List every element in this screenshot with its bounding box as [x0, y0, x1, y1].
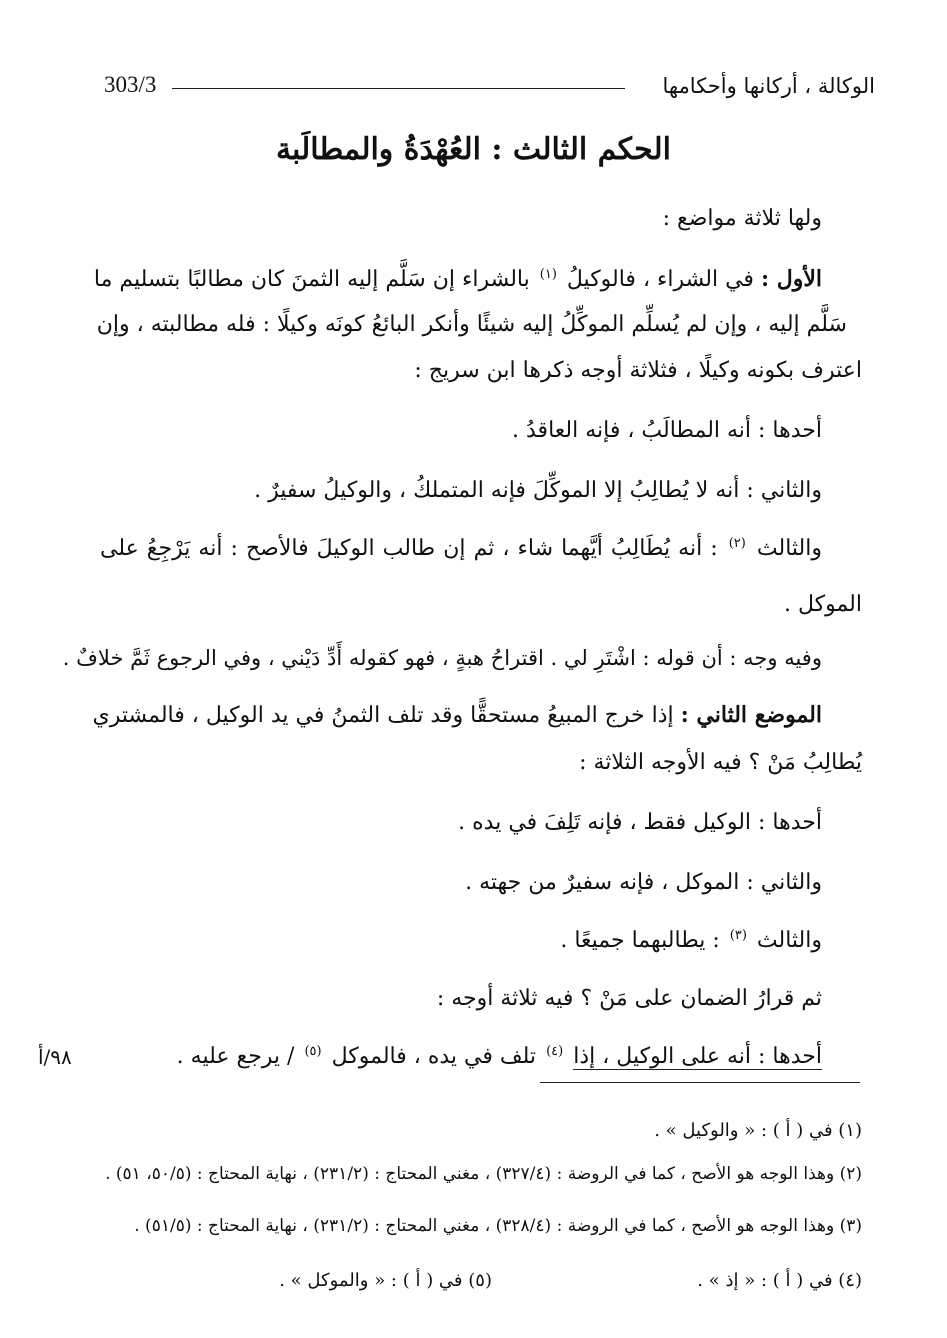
body-line: اعترف بكونه وكيلًا ، فثلاثة أوجه ذكرها ابن سريج : [414, 358, 862, 383]
footnote: (٤) في ( أ ) : « إذ » . [697, 1270, 862, 1291]
footnote: (٣) وهذا الوجه هو الأصح ، كما في الروضة : (٣٢٨/٤) ، مغني المحتاج : (٢٣١/٢) ، نهاية المحتاج : (٥١/٥) . [134, 1216, 862, 1236]
body-line: الموكل . [783, 592, 862, 617]
manuscript-folio-note: ٩٨/أ [38, 1045, 72, 1069]
body-line: أحدها : أنه المطالَبُ ، فإنه العاقدُ . [512, 418, 822, 443]
footnote-separator [540, 1082, 860, 1083]
page-number: 303/3 [104, 72, 157, 97]
body-line: الموضع الثاني : إذا خرج المبيعُ مستحقًّا وقد تلف الثمنُ في يد الوكيل ، فالمشتري [92, 702, 822, 728]
footnote: (١) في ( أ ) : « والوكيل » . [654, 1120, 862, 1141]
footnote-ref: (٥) [304, 1044, 322, 1059]
body-line: والثاني : أنه لا يُطالِبُ إلا الموكِّلَ فإنه المتملكُ ، والوكيلُ سفيرٌ . [254, 478, 822, 503]
body-line: أحدها : الوكيل فقط ، فإنه تَلِفَ في يده . [458, 810, 822, 835]
body-line: يُطالِبُ مَنْ ؟ فيه الأوجه الثلاثة : [579, 750, 862, 775]
body-line: أحدها : أنه على الوكيل ، إذا $^{(٤)}$ تلف في يده ، فالموكل $^{(٥)}$ / يرجع عليه . [176, 1044, 822, 1069]
header-rule [172, 88, 625, 89]
footnote-ref: (٤) [546, 1044, 564, 1059]
body-line: والثاني : الموكل ، فإنه سفيرٌ من جهته . [465, 870, 822, 895]
body-line: الأول : في الشراء ، فالوكيلُ $^{(١)}$ بالشراء إن سَلَّم إليه الثمنَ كان مطالبًا بتسليم ما [93, 266, 822, 292]
running-header [100, 72, 875, 106]
footnote-ref: (١) [539, 267, 557, 282]
body-line: والثالث $^{(٣)}$ : يطالبهما جميعًا . [560, 928, 822, 953]
body-line: وفيه وجه : أن قوله : اشْتَرِ لي . اقتراحُ هبةٍ ، فهو كقوله أَدِّ دَيْني ، وفي الرجوع ثَمَّ خلافٌ . [62, 646, 822, 670]
second-position-heading: الموضع الثاني : [680, 702, 822, 728]
section-title: الحكم الثالث : العُهْدَةُ والمطالَبة [275, 132, 672, 167]
body-line: ثم قرارُ الضمان على مَنْ ؟ فيه ثلاثة أوجه : [436, 986, 822, 1011]
body-line: والثالث $^{(٢)}$ : أنه يُطَالِبُ أيَّهما شاء ، ثم إن طالب الوكيلَ فالأصح : أنه يَرْجِعُ على [100, 536, 822, 561]
footnote-ref: (٣) [729, 928, 747, 943]
body-line: ولها ثلاثة مواضع : [662, 206, 822, 231]
body-line: سَلَّم إليه ، وإن لم يُسلِّم الموكِّلُ إليه شيئًا وأنكر البائعُ كونَه وكيلًا : فله مطالبته ، وإن [96, 312, 847, 337]
first-position-heading: الأول : [760, 266, 822, 292]
running-title: الوكالة ، أركانها وأحكامها [662, 74, 875, 98]
footnote-ref: (٢) [728, 536, 746, 551]
footnote: (٢) وهذا الوجه هو الأصح ، كما في الروضة : (٣٢٧/٤) ، مغني المحتاج : (٢٣١/٢) ، نهاية المحتاج : (٥٠/٥، ٥١) . [105, 1164, 862, 1184]
footnote: (٥) في ( أ ) : « والموكل » . [279, 1270, 492, 1291]
